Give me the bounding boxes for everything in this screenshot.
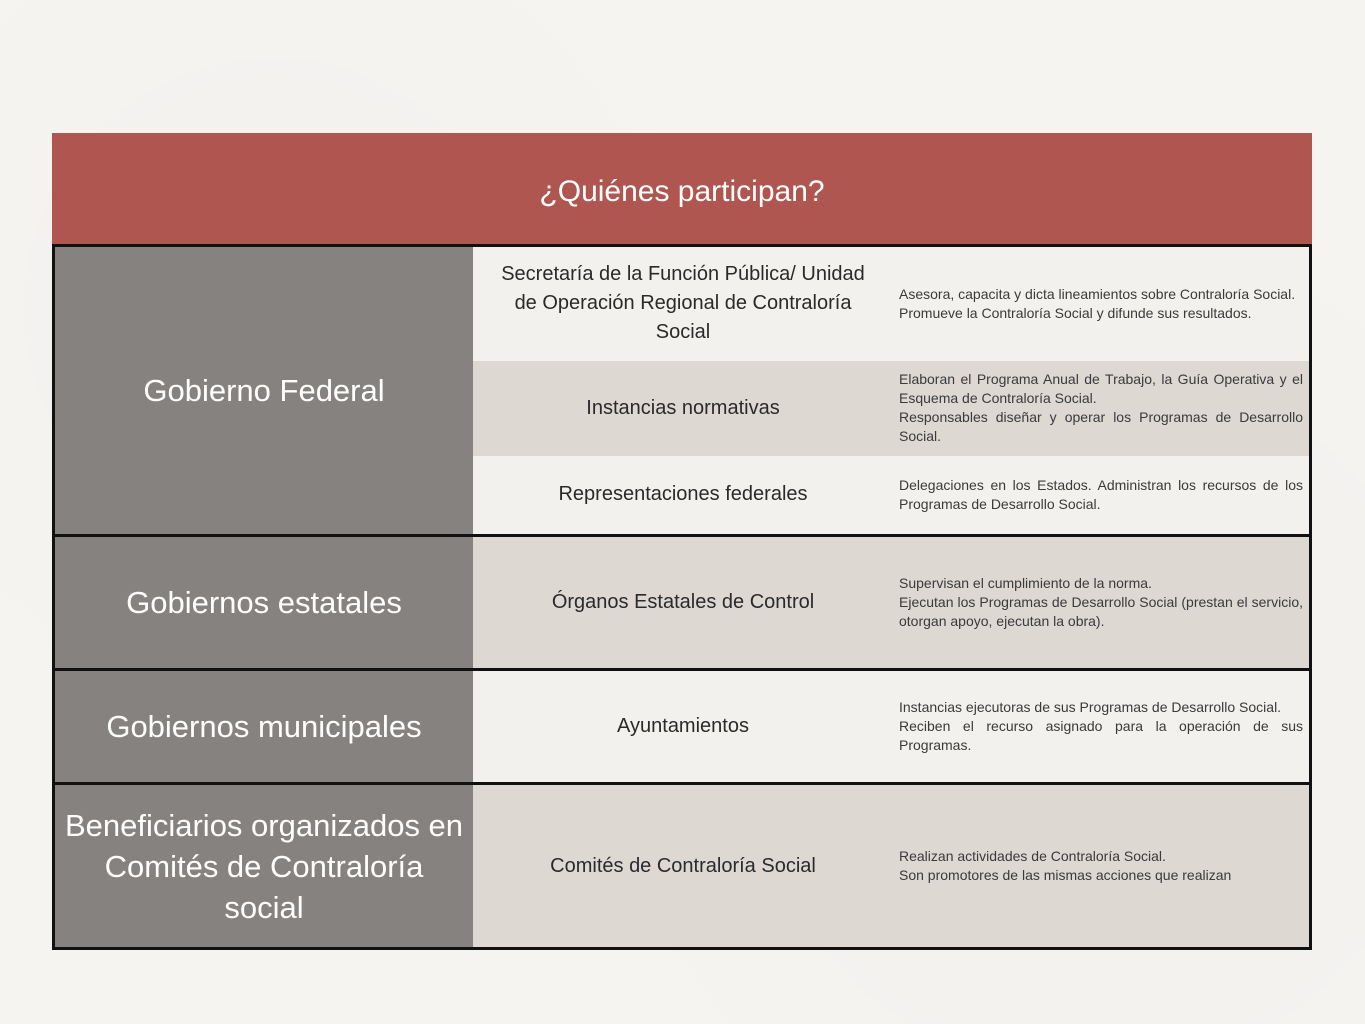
description-line: Asesora, capacita y dicta lineamientos sobre Contraloría Social.	[899, 285, 1296, 302]
description-cell	[893, 698, 1309, 755]
description-line: Supervisan el cumplimiento de la norma.	[899, 575, 1152, 591]
description-line: Son promotores de las mismas acciones que realizan	[899, 867, 1232, 883]
table-row	[473, 456, 1309, 534]
table-row	[473, 361, 1309, 456]
description-cell	[893, 847, 1309, 885]
group-gobiernos-municipales	[52, 668, 1312, 785]
actor-cell: Beneficiarios organizados en Comités de Contraloría social	[55, 785, 473, 947]
description-cell	[893, 285, 1309, 323]
group-beneficiarios	[52, 782, 1312, 950]
description-cell	[893, 476, 1309, 514]
actor-cell: Gobiernos estatales	[55, 537, 473, 668]
description-line: Promueve la Contraloría Social y difunde sus resultados.	[899, 304, 1252, 321]
description-line: Instancias ejecutoras de sus Programas de Desarrollo Social.	[899, 699, 1282, 715]
description-cell	[893, 574, 1309, 631]
table-row	[473, 537, 1309, 668]
group-gobierno-federal	[52, 244, 1312, 537]
description-line: Reciben el recurso asignado para la operación de sus Programas.	[899, 718, 1303, 753]
participants-table	[52, 133, 1312, 950]
description-line: Elaboran el Programa Anual de Trabajo, la Guía Operativa y el Esquema de Contraloría Social.	[899, 371, 1303, 407]
group-rows	[473, 247, 1309, 534]
entity-cell: Secretaría de la Función Pública/ Unidad de Operación Regional de Contraloría Social	[501, 263, 865, 344]
group-gobiernos-estatales	[52, 534, 1312, 671]
entity-cell: Comités de Contraloría Social	[550, 854, 816, 877]
description-line: Responsables diseñar y operar los Programas de Desarrollo Social.	[899, 409, 1303, 445]
group-rows	[473, 537, 1309, 668]
table-row	[473, 785, 1309, 947]
description-line: Realizan actividades de Contraloría Social.	[899, 848, 1166, 864]
entity-cell: Representaciones federales	[558, 483, 808, 506]
entity-cell: Instancias normativas	[586, 396, 780, 419]
actor-cell: Gobierno Federal	[55, 247, 473, 534]
table-header	[52, 133, 1312, 247]
entity-cell: Ayuntamientos	[617, 715, 749, 737]
description-cell	[893, 370, 1309, 446]
table-row	[473, 247, 1309, 361]
actor-cell: Gobiernos municipales	[55, 671, 473, 782]
group-rows	[473, 671, 1309, 782]
table-title: ¿Quiénes participan?	[539, 175, 825, 208]
entity-cell: Órganos Estatales de Control	[551, 591, 815, 613]
group-rows	[473, 785, 1309, 947]
description-line: Ejecutan los Programas de Desarrollo Social (prestan el servicio, otorgan apoyo, ejecutan la obra).	[899, 594, 1303, 629]
description-line: Delegaciones en los Estados. Administran los recursos de los Programas de Desarrollo Social.	[899, 476, 1303, 512]
table-row	[473, 671, 1309, 782]
